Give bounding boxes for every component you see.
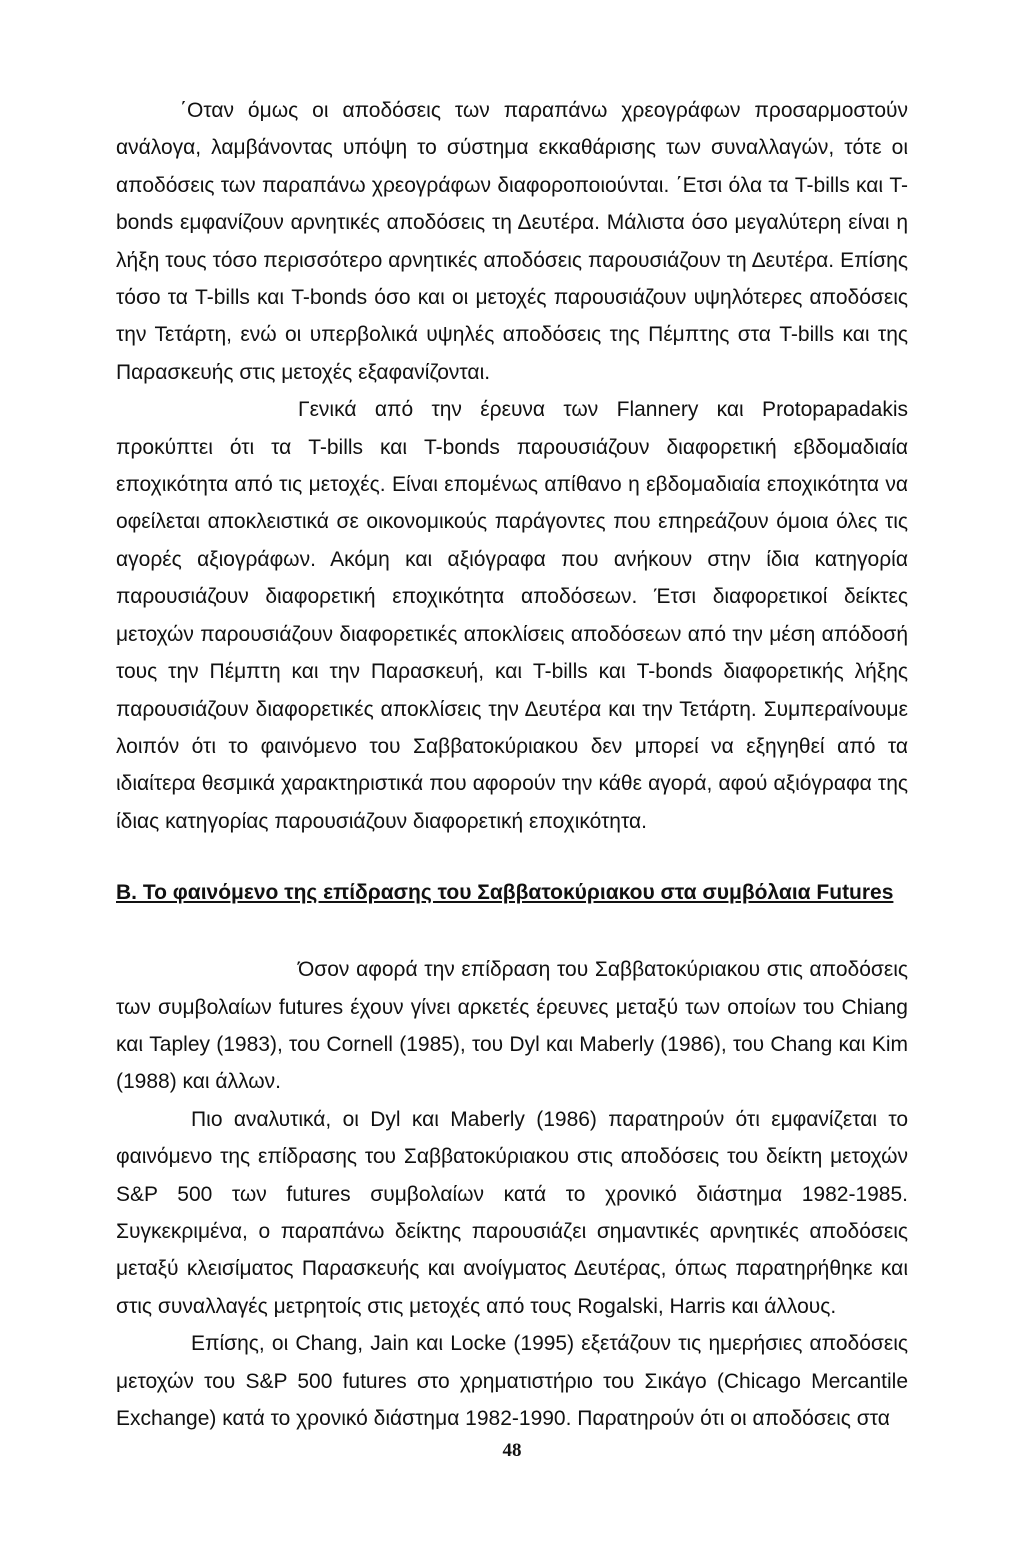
- page-number: 48: [502, 1440, 522, 1461]
- paragraph-flannery-protopapadakis: Γενικά από την έρευνα των Flannery και Protopapadakis προκύπτει ότι τα T-bills και T-bonds παρουσιάζουν διαφορετική εβδομαδιαία εποχικότητα από τις μετοχές. Είναι επομένως απίθανο η εβδομαδιαία εποχικότητα να οφείλεται αποκλειστικά σε οικονομικούς παράγοντες που επηρεάζουν όμοια όλες τις αγορές αξιογράφων. Ακόμη και αξιόγραφα που ανήκουν στην ίδια κατηγορία παρουσιάζουν διαφορετική εποχικότητα αποδόσεων. Έτσι διαφορετικοί δείκτες μετοχών παρουσιάζουν διαφορετικές αποκλίσεις αποδόσεων από την μέση απόδοσή τους την Πέμπτη και την Παρασκευή, και T-bills και T-bonds διαφορετικής λήξης παρουσιάζουν διαφορετικές αποκλίσεις την Δευτέρα και την Τετάρτη. Συμπεραίνουμε λοιπόν ότι το φαινόμενο του Σαββατοκύριακου δεν μπορεί να εξηγηθεί από τα ιδιαίτερα θεσμικά χαρακτηριστικά που αφορούν την κάθε αγορά, αφού αξιόγραφα της ίδιας κατηγορίας παρουσιάζουν διαφορετική εποχικότητα.: [116, 398, 908, 833]
- paragraph-dyl-maberly: Πιο αναλυτικά, οι Dyl και Maberly (1986) παρατηρούν ότι εμφανίζεται το φαινόμενο της επίδρασης του Σαββατοκύριακου στις αποδόσεις του δείκτη μετοχών S&P 500 των futures συμβολαίων κατά το χρονικό διάστημα 1982-1985. Συγκεκριμένα, ο παραπάνω δείκτης παρουσιάζει σημαντικές αρνητικές αποδόσεις μεταξύ κλεισίματος Παρασκευής και ανοίγματος Δευτέρας, όπως παρατηρήθηκε και στις συναλλαγές μετρητοίς στις μετοχές από τους Rogalski, Harris και άλλους.: [116, 1107, 908, 1318]
- document-body: [116, 92, 908, 1437]
- paragraph-futures-research: Όσον αφορά την επίδραση του Σαββατοκύριακου στις αποδόσεις των συμβολαίων futures έχουν γίνει αρκετές έρευνες μεταξύ των οποίων του Chiang και Tapley (1983), του Cornell (1985), του Dyl και Maberly (1986), του Chang και Kim (1988) και άλλων.: [116, 958, 908, 1094]
- spacer: [116, 840, 908, 874]
- spacer: [116, 911, 908, 951]
- paragraph-returns-adjusted: ΄Οταν όμως οι αποδόσεις των παραπάνω χρεογράφων προσαρμοστούν ανάλογα, λαμβάνοντας υπόψη το σύστημα εκκαθάρισης των συναλλαγών, τότε οι αποδόσεις των παραπάνω χρεογράφων διαφοροποιούνται. ΄Ετσι όλα τα T-bills και T-bonds εμφανίζουν αρνητικές αποδόσεις τη Δευτέρα. Μάλιστα όσο μεγαλύτερη είναι η λήξη τους τόσο περισσότερο αρνητικές αποδόσεις παρουσιάζουν τη Δευτέρα. Επίσης τόσο τα T-bills και T-bonds όσο και οι μετοχές παρουσιάζουν υψηλότερες αποδόσεις την Τετάρτη, ενώ οι υπερβολικά υψηλές αποδόσεις της Πέμπτης στα T-bills και της Παρασκευής στις μετοχές εξαφανίζονται.: [116, 99, 908, 384]
- section-heading: Β. Το φαινόμενο της επίδρασης του Σαββατοκύριακου στα συμβόλαια Futures: [116, 881, 894, 905]
- paragraph-chang-jain-locke: Επίσης, οι Chang, Jain και Locke (1995) εξετάζουν τις ημερήσιες αποδόσεις μετοχών του S&P 500 futures στο χρηματιστήριο του Σικάγο (Chicago Mercantile Exchange) κατά το χρονικό διάστημα 1982-1990. Παρατηρούν ότι οι αποδόσεις στα: [116, 1332, 908, 1430]
